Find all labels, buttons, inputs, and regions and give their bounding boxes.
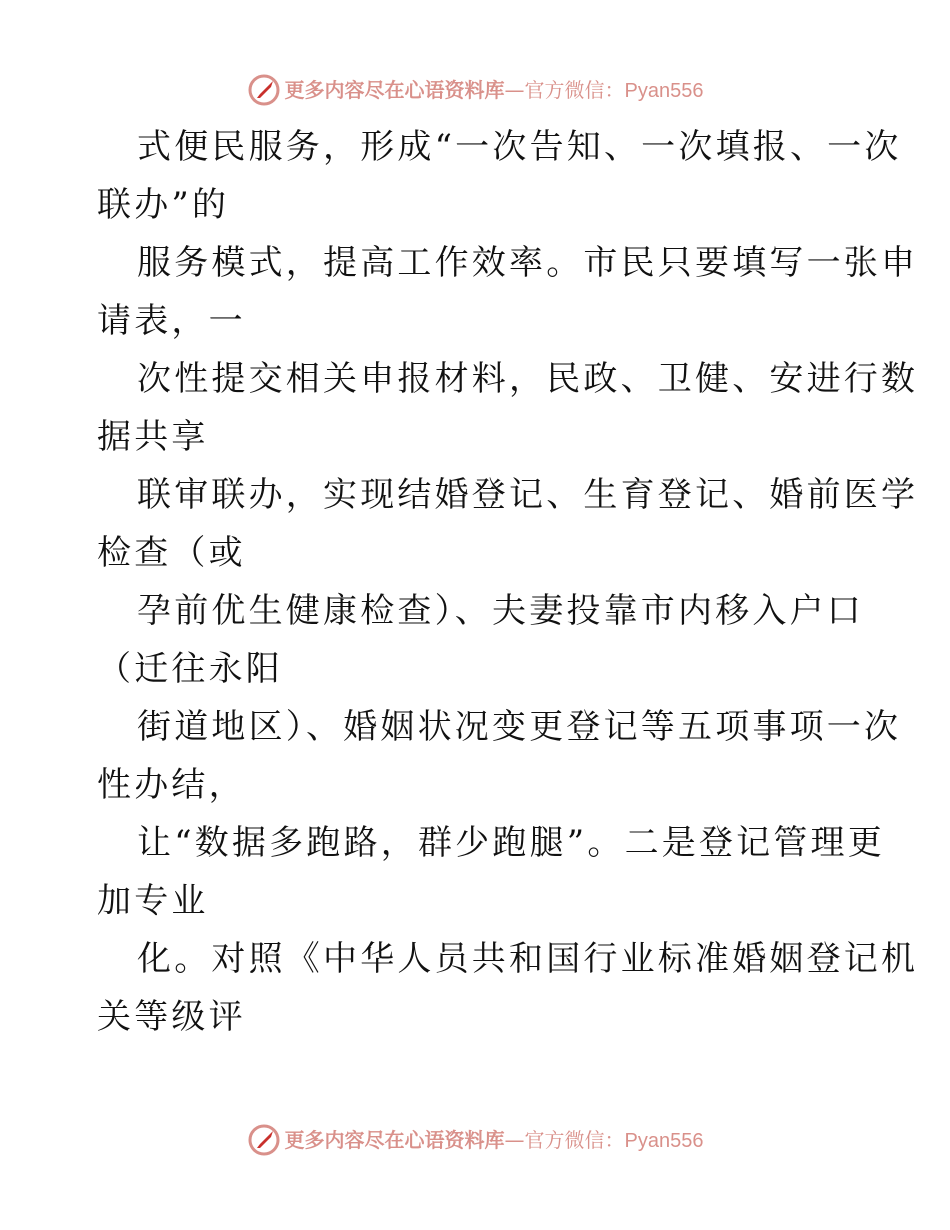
watermark-wechat-id: Pyan556: [624, 79, 704, 102]
text-line: 关等级评: [97, 997, 246, 1037]
text-line: 性办结，: [97, 765, 246, 805]
watermark-dash: —: [504, 77, 525, 102]
watermark-label: 官方微信：: [524, 1127, 625, 1152]
watermark-title: 更多内容尽在心语资料库: [284, 1127, 505, 1152]
footer-watermark: [0, 1120, 950, 1160]
header-watermark: [0, 70, 950, 110]
pen-logo-icon: [247, 1123, 281, 1157]
text-line: 据共享: [97, 417, 209, 457]
watermark-label: 官方微信：: [524, 77, 625, 102]
text-line: 式便民服务，形成“一次告知、一次填报、一次: [137, 127, 902, 167]
text-line: 让“数据多跑路，群少跑腿”。二是登记管理更: [137, 823, 885, 863]
text-line: 联办”的: [97, 185, 230, 225]
text-line: 联审联办，实现结婚登记、生育登记、婚前医学: [137, 475, 919, 515]
text-line: （迁往永阳: [97, 649, 283, 689]
document-body: [97, 118, 919, 1046]
text-line: 化。对照《中华人员共和国行业标准婚姻登记机: [137, 939, 919, 979]
text-line: 检查（或: [97, 533, 246, 573]
text-line: 孕前优生健康检查）、夫妻投靠市内移入户口: [137, 591, 864, 631]
text-line: 加专业: [97, 881, 209, 921]
watermark-dash: —: [504, 1127, 525, 1152]
watermark-title: 更多内容尽在心语资料库: [284, 77, 505, 102]
text-line: 请表，一: [97, 301, 246, 341]
text-line: 街道地区）、婚姻状况变更登记等五项事项一次: [137, 707, 902, 747]
text-line: 次性提交相关申报材料，民政、卫健、安进行数: [137, 359, 919, 399]
pen-logo-icon: [247, 73, 281, 107]
text-line: 服务模式，提高工作效率。市民只要填写一张申: [137, 243, 919, 283]
watermark-wechat-id: Pyan556: [624, 1129, 704, 1152]
